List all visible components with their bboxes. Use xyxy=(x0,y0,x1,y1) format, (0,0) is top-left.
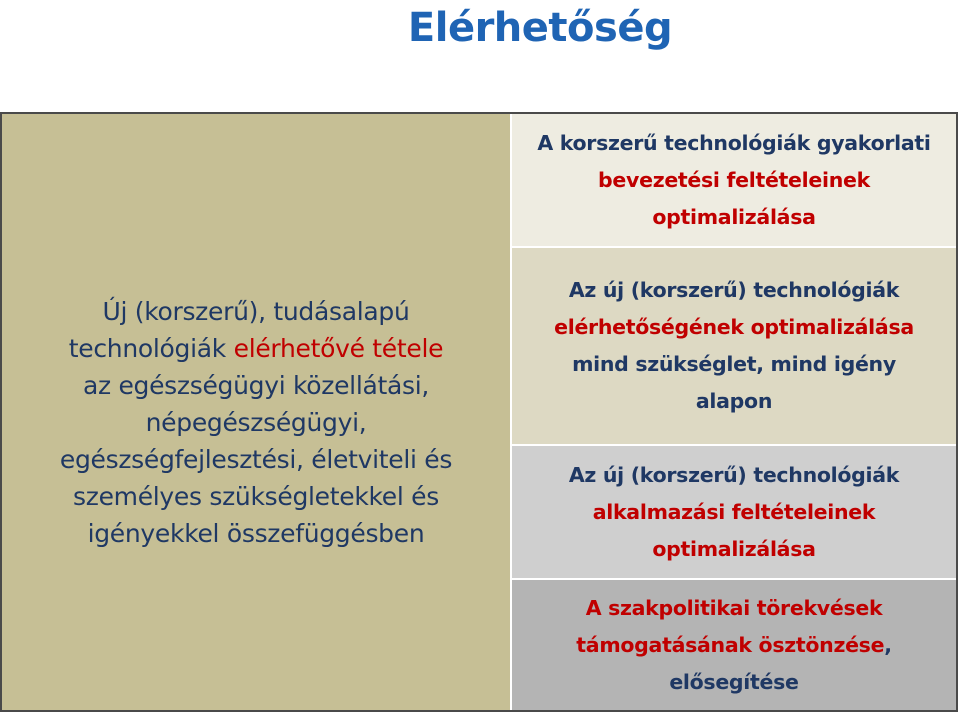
main-statement-panel xyxy=(2,114,510,710)
main-statement-line: Új (korszerű), tudásalapú xyxy=(102,296,410,326)
goal-box-availability xyxy=(512,248,956,444)
main-statement-line: igényekkel összefüggésben xyxy=(87,518,425,548)
goal-line: A korszerű technológiák gyakorlati xyxy=(537,130,931,155)
highlight-text: A szakpolitikai törekvések xyxy=(585,595,883,620)
main-statement-line: egészségfejlesztési, életviteli és xyxy=(59,444,453,474)
goal-line: támogatásának ösztönzése, xyxy=(576,632,892,657)
highlight-text: támogatásának ösztönzése xyxy=(576,632,885,657)
main-statement-text xyxy=(60,273,452,552)
highlight-text: optimalizálása xyxy=(652,204,816,229)
main-statement-line: technológiák elérhetővé tétele xyxy=(68,333,444,363)
goal-line: elősegítése xyxy=(669,669,799,694)
goal-line: Az új (korszerű) technológiák xyxy=(568,462,900,487)
main-statement-line: személyes szükségletekkel és xyxy=(73,481,439,511)
slide-title: Elérhetőség xyxy=(407,5,673,51)
highlight-text: bevezetési feltételeinek xyxy=(598,167,870,192)
highlight-text: optimalizálása xyxy=(652,536,816,561)
goal-box-policy xyxy=(512,580,956,710)
goal-box-implementation xyxy=(512,114,956,246)
main-statement-line: népegészségügyi, xyxy=(145,407,367,437)
main-statement-line: az egészségügyi közellátási, xyxy=(82,370,430,400)
highlight-text: elérhetőségének optimalizálása xyxy=(554,315,914,339)
highlight-text: elérhetővé tétele xyxy=(233,333,444,363)
goal-line: mind szükséglet, mind igény xyxy=(572,352,896,376)
highlight-text: alkalmazási feltételeinek xyxy=(592,499,876,524)
goal-line: alapon xyxy=(695,389,773,413)
goal-box-application xyxy=(512,446,956,578)
goal-line: Az új (korszerű) technológiák xyxy=(568,278,900,302)
